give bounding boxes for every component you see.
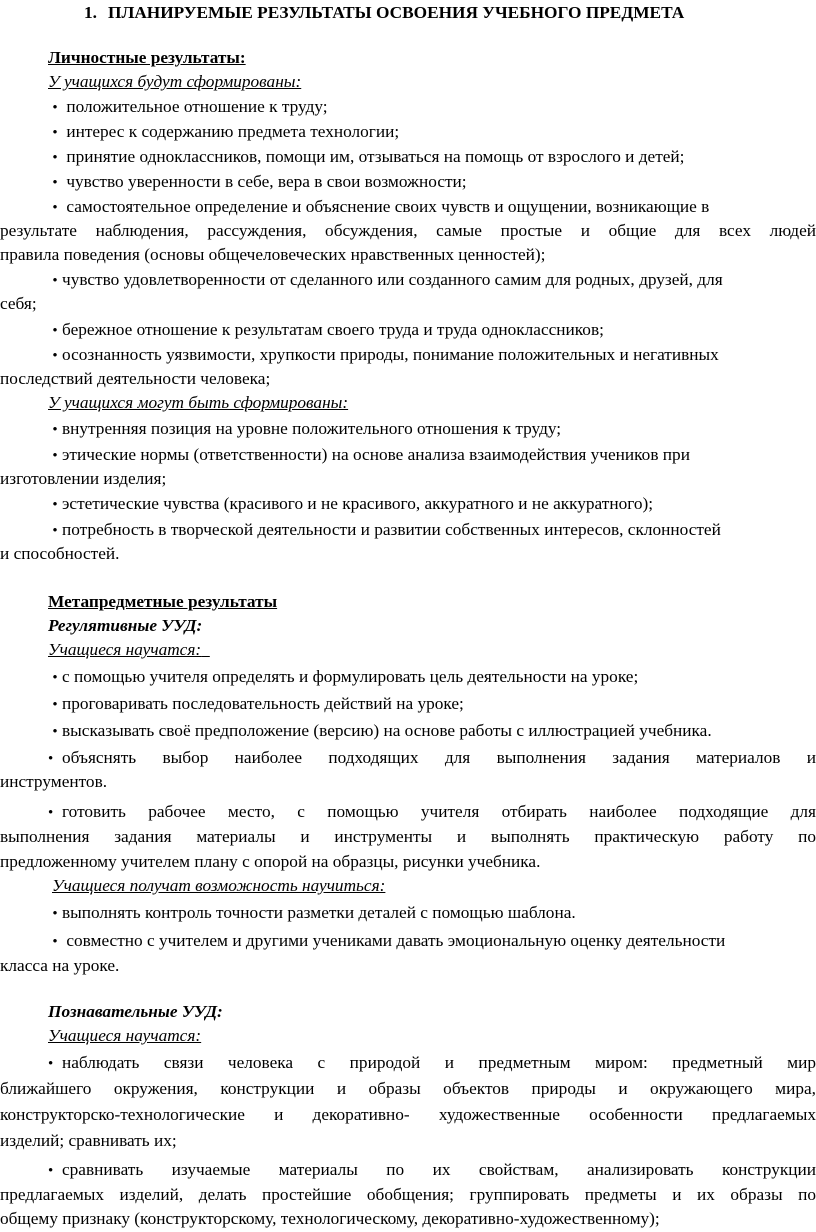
list-item-continuation: изготовлении изделия; — [0, 469, 167, 488]
list-item: • внутренняя позиция на уровне положительного отношения к труду; — [48, 417, 561, 443]
opportunity-sub-heading: Учащиеся получат возможность научиться: — [52, 876, 386, 895]
bullet-icon: • — [52, 348, 58, 364]
list-item-continuation: предложенному учителем плану с опорой на образцы, рисунки учебника. — [0, 852, 541, 871]
list-item-continuation: и способностей. — [0, 544, 120, 563]
list-item-continuation: правила поведения (основы общечеловеческих нравственных ценностей); — [0, 245, 546, 264]
personal-sub-heading-formed: У учащихся будут сформированы: — [48, 72, 302, 91]
list-item: • выполнять контроль точности разметки деталей с помощью шаблона. — [48, 901, 576, 927]
section-title-text: ПЛАНИРУЕМЫЕ РЕЗУЛЬТАТЫ ОСВОЕНИЯ УЧЕБНОГО ПРЕДМЕТА — [108, 3, 685, 22]
list-item-continuation: ближайшего окружения, конструкции и образы объектов природы и окружающего мира, — [0, 1079, 816, 1098]
list-item: • наблюдать связи человека с природой и предметным миром: предметный мир — [48, 1051, 816, 1077]
personal-sub-heading-may-form: У учащихся могут быть сформированы: — [48, 393, 349, 412]
bullet-icon: • — [52, 523, 58, 539]
list-item: • чувство удовлетворенности от сделанного или созданного самим для родных, друзей, для — [48, 268, 723, 294]
cognitive-heading: Познавательные УУД: — [48, 1002, 223, 1021]
bullet-icon: • — [52, 724, 58, 740]
list-item: • готовить рабочее место, с помощью учителя отбирать наиболее подходящие для — [48, 800, 816, 826]
bullet-icon: • — [52, 422, 58, 438]
bullet-icon: • — [52, 200, 58, 216]
list-item-continuation: конструкторско-технологические и декоративно- художественные особенности предлагаемых — [0, 1105, 816, 1124]
bullet-icon: • — [52, 125, 58, 141]
list-item: • принятие одноклассников, помощи им, отзываться на помощь от взрослого и детей; — [48, 145, 684, 171]
bullet-icon: • — [48, 751, 54, 767]
list-item-continuation: класса на уроке. — [0, 956, 120, 975]
list-item: • потребность в творческой деятельности и развитии собственных интересов, склонностей — [48, 518, 721, 544]
bullet-icon: • — [52, 697, 58, 713]
list-item-continuation: результате наблюдения, рассуждения, обсуждения, самые простые и общие для всех людей — [0, 221, 816, 240]
bullet-icon: • — [48, 1056, 54, 1072]
list-item: • этические нормы (ответственности) на основе анализа взаимодействия учеников при — [48, 443, 690, 469]
list-item-continuation: общему признаку (конструкторскому, технологическому, декоративно-художественному); — [0, 1209, 660, 1228]
bullet-icon: • — [52, 273, 58, 289]
bullet-icon: • — [52, 150, 58, 166]
learn-sub-heading-2: Учащиеся научатся: — [48, 1026, 202, 1045]
list-item-continuation: инструментов. — [0, 772, 108, 791]
bullet-icon: • — [52, 323, 58, 339]
list-item: • сравнивать изучаемые материалы по их свойствам, анализировать конструкции — [48, 1158, 816, 1184]
list-item-continuation: выполнения задания материалы и инструменты и выполнять практическую работу по — [0, 827, 816, 846]
meta-results-heading: Метапредметные результаты — [48, 592, 278, 611]
regulatory-heading: Регулятивные УУД: — [48, 616, 203, 635]
learn-sub-heading: Учащиеся научатся: — [48, 640, 202, 659]
list-item: • бережное отношение к результатам своего труда и труда одноклассников; — [48, 318, 604, 344]
list-item: • высказывать своё предположение (версию) на основе работы с иллюстрацией учебника. — [48, 719, 712, 745]
list-item-continuation: изделий; сравнивать их; — [0, 1131, 177, 1150]
list-item-continuation: последствий деятельности человека; — [0, 369, 271, 388]
bullet-icon: • — [52, 448, 58, 464]
bullet-icon: • — [52, 175, 58, 191]
list-item: • положительное отношение к труду; — [48, 95, 328, 121]
list-item: • совместно с учителем и другими учениками давать эмоциональную оценку деятельности — [48, 929, 725, 955]
list-item: • осознанность уязвимости, хрупкости природы, понимание положительных и негативных — [48, 343, 719, 369]
section-title — [84, 1, 804, 26]
list-item-continuation: себя; — [0, 294, 37, 313]
section-number: 1. — [84, 3, 97, 22]
list-item: • проговаривать последовательность действий на уроке; — [48, 692, 464, 718]
bullet-icon: • — [52, 497, 58, 513]
bullet-icon: • — [52, 906, 58, 922]
list-item-continuation: предлагаемых изделий, делать простейшие обобщения; группировать предметы и их образы по — [0, 1185, 816, 1204]
list-item: • самостоятельное определение и объяснение своих чувств и ощущении, возникающие в — [48, 195, 709, 221]
list-item: • интерес к содержанию предмета технологии; — [48, 120, 399, 146]
bullet-icon: • — [52, 670, 58, 686]
bullet-icon: • — [48, 805, 54, 821]
personal-results-heading: Личностные результаты: — [48, 48, 246, 67]
bullet-icon: • — [48, 1163, 54, 1179]
list-item: • чувство уверенности в себе, вера в свои возможности; — [48, 170, 467, 196]
list-item: • объяснять выбор наиболее подходящих для выполнения задания материалов и — [48, 746, 816, 772]
bullet-icon: • — [52, 934, 58, 950]
list-item: • с помощью учителя определять и формулировать цель деятельности на уроке; — [48, 665, 638, 691]
bullet-icon: • — [52, 100, 58, 116]
list-item: • эстетические чувства (красивого и не красивого, аккуратного и не аккуратного); — [48, 492, 653, 518]
